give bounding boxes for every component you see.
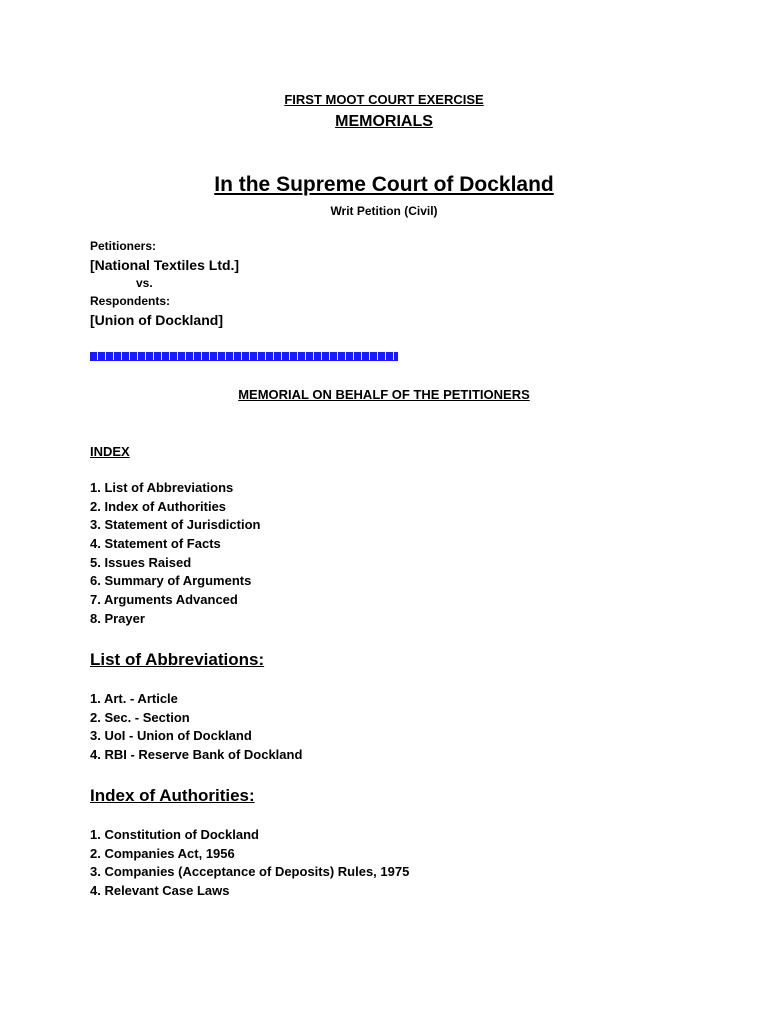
authorities-list (90, 826, 409, 901)
authorities-heading: Index of Authorities: (90, 786, 255, 805)
authority-item: 4. Relevant Case Laws (90, 883, 230, 899)
petitioner-name: [National Textiles Ltd.] (90, 257, 240, 273)
index-item: 1. List of Abbreviations (90, 480, 234, 495)
index-item: 7. Arguments Advanced (90, 592, 238, 608)
index-list (90, 479, 260, 629)
petitioners-label: Petitioners: (90, 239, 157, 253)
respondents-label: Respondents: (90, 294, 171, 308)
memorials-title: MEMORIALS (335, 113, 433, 130)
index-item: 3. Statement of Jurisdiction (90, 517, 261, 533)
court-title: In the Supreme Court of Dockland (214, 173, 554, 196)
abbreviations-list (90, 690, 302, 765)
authority-item: 3. Companies (Acceptance of Deposits) Rules, 1975 (90, 864, 410, 880)
authority-item: 2. Companies Act, 1956 (90, 845, 235, 861)
index-heading: INDEX (90, 444, 130, 459)
exercise-title: FIRST MOOT COURT EXERCISE (284, 92, 484, 107)
abbreviations-heading: List of Abbreviations: (90, 650, 265, 669)
abbreviation-item: 2. Sec. - Section (90, 709, 190, 725)
petition-type: Writ Petition (Civil) (330, 204, 438, 218)
index-item: 5. Issues Raised (90, 554, 192, 570)
index-item: 2. Index of Authorities (90, 498, 227, 514)
index-item: 8. Prayer (90, 610, 145, 626)
index-item: 6. Summary of Arguments (90, 573, 252, 589)
blue-divider (90, 352, 398, 361)
abbreviation-item: 4. RBI - Reserve Bank of Dockland (90, 747, 303, 763)
versus-label: vs. (136, 276, 153, 290)
memorial-title: MEMORIAL ON BEHALF OF THE PETITIONERS (238, 387, 530, 402)
authority-item: 1. Constitution of Dockland (90, 827, 259, 842)
abbreviation-item: 3. UoI - Union of Dockland (90, 728, 252, 744)
index-item: 4. Statement of Facts (90, 536, 221, 552)
abbreviation-item: 1. Art. - Article (90, 691, 178, 706)
respondent-name: [Union of Dockland] (90, 312, 223, 328)
